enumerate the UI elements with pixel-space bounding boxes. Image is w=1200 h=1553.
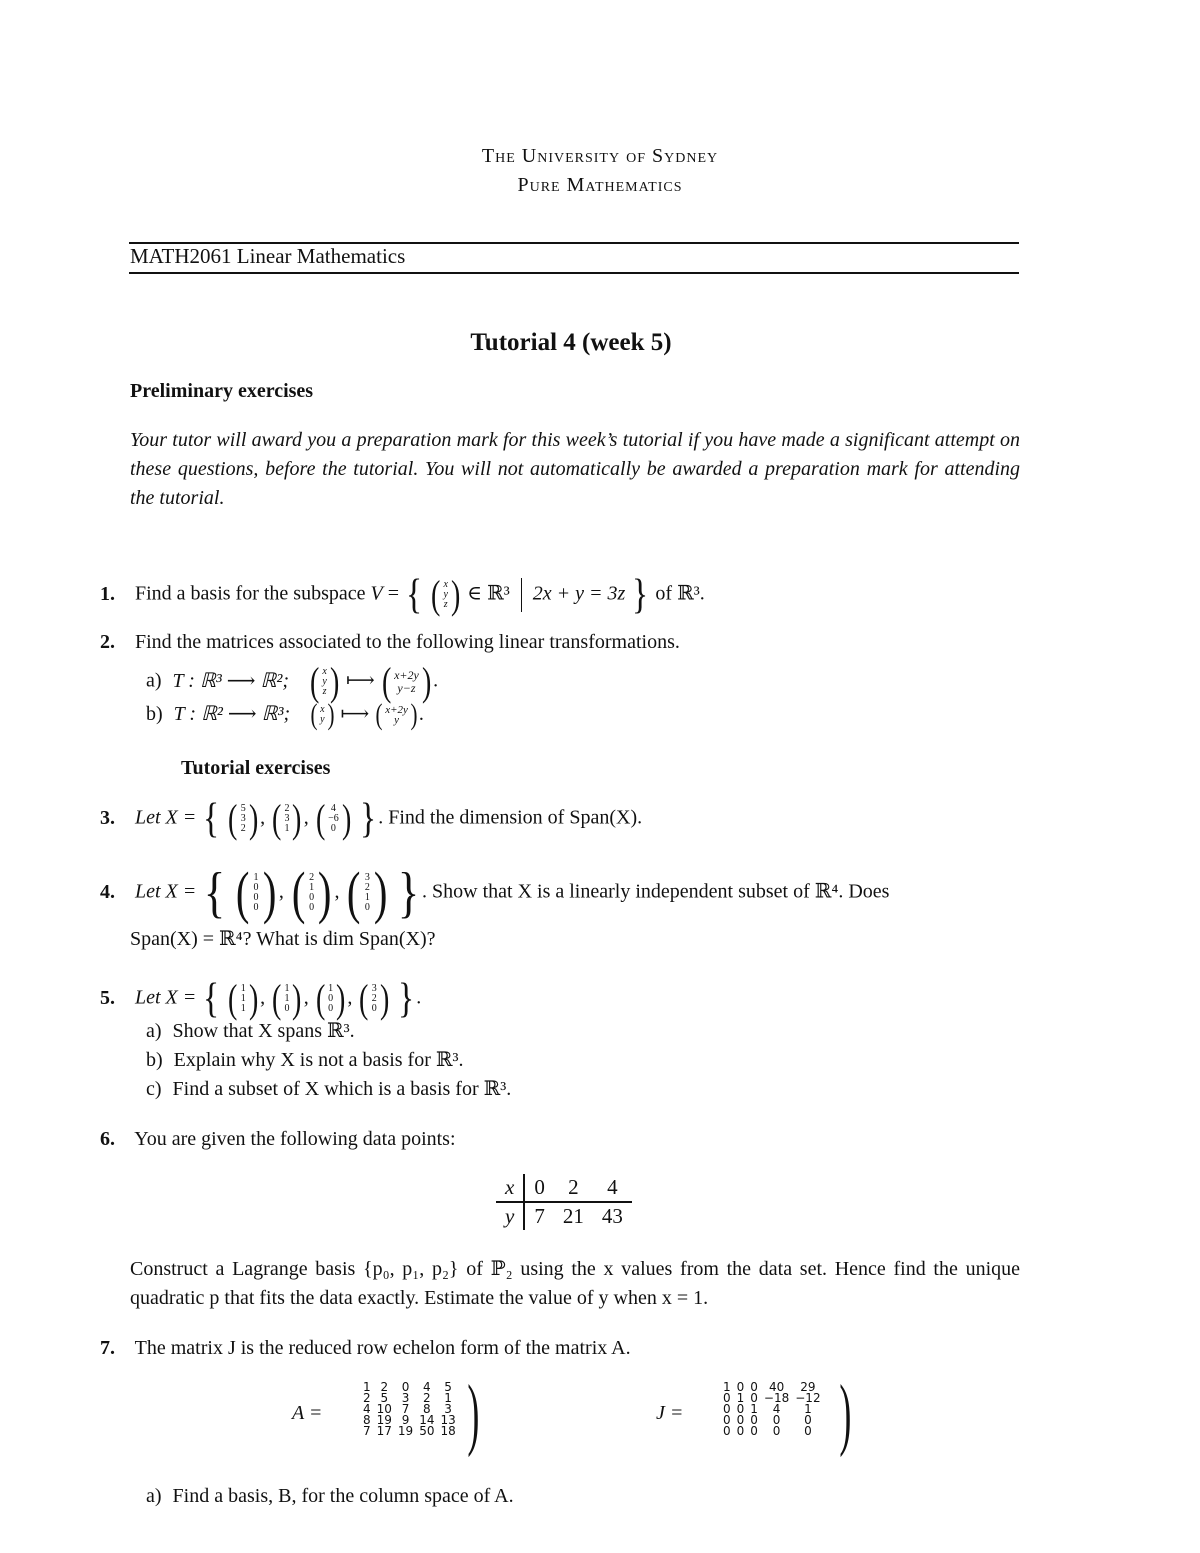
matrix-cell: 1 — [723, 1380, 731, 1394]
set-brace-close: } — [360, 796, 377, 842]
preliminary-heading: Preliminary exercises — [130, 380, 314, 402]
matrix-cell: 1 — [804, 1402, 812, 1416]
question-2 — [100, 628, 1030, 657]
set-brace-open: { — [406, 572, 423, 618]
vector-entry: 2 — [364, 882, 370, 893]
question-2a: a) T : ℝ³ ⟶ ℝ²; ( x y z ) ⟼ ( x+2y y−z ) . — [146, 659, 439, 704]
matrix-cell: −18 — [763, 1391, 790, 1405]
vector-entry: 0 — [364, 902, 370, 913]
vector-entry: 0 — [328, 1003, 334, 1014]
table-cell: 2 — [554, 1174, 593, 1202]
vector-entry: x+2y — [394, 668, 419, 682]
matrix-cell: 50 — [419, 1424, 435, 1438]
question-7a — [146, 1482, 1076, 1511]
question-text: . Show that X is a linearly independent subset of ℝ⁴. Does — [422, 880, 890, 903]
vector-entry: 0 — [253, 902, 259, 913]
column-vector: ( 3 2 0 ) — [359, 976, 390, 1021]
vector-entry: 0 — [330, 823, 336, 834]
question-number: 6. — [100, 1128, 115, 1150]
vector-entry: 1 — [284, 983, 290, 994]
column-vector: ( x y z ) — [431, 572, 461, 617]
column-vector: ( x+2y y−z ) — [381, 659, 432, 704]
maps-to-arrow: ⟼ — [340, 703, 370, 725]
column-vector: ( x y ) — [310, 698, 335, 732]
part-label: a) — [146, 1485, 162, 1507]
set-brace-close: } — [632, 572, 649, 618]
set-bar — [521, 578, 522, 612]
question-text: The matrix J is the reduced row echelon form of the matrix A. — [134, 1337, 631, 1359]
vector-entry: x+2y — [385, 704, 408, 717]
matrix-cell: 0 — [750, 1413, 758, 1427]
matrix-cell: 1 — [736, 1391, 745, 1405]
vector-entry: 3 — [371, 983, 377, 994]
preliminary-intro: Your tutor will award you a preparation mark for this week’s tutorial if you have made a significant attempt on these questions, before the tutorial. You will not automatically be awarded a preparation mark for attending the tutorial. — [130, 429, 1020, 509]
matrix-cell: 0 — [804, 1413, 812, 1427]
matrix-cell: 0 — [723, 1402, 731, 1416]
question-5: 5. Let X = { ( 1 1 1 ) , ( 1 1 0 ) , ( 1 0 0 ) , ( 3 2 0 ) } . — [100, 976, 422, 1022]
question-number: 3. — [100, 806, 115, 829]
matrix-cell: 4 — [772, 1402, 781, 1416]
vector-entry: 5 — [240, 803, 246, 814]
question-text: Let X = — [135, 806, 197, 829]
column-vector: ( x+2y y ) — [375, 698, 418, 732]
question-number: 7. — [100, 1337, 115, 1359]
part-text: Show that X spans ℝ³. — [172, 1020, 355, 1042]
matrix-cell: 4 — [363, 1402, 371, 1416]
matrix-cell: 0 — [723, 1413, 731, 1427]
matrix-cell: 7 — [363, 1424, 371, 1438]
question-7 — [100, 1334, 1030, 1363]
matrix-cell: 1 — [750, 1402, 758, 1416]
column-vector: ( 1 1 1 ) — [228, 976, 259, 1021]
part-text: Find a subset of X which is a basis for ℝ³. — [172, 1078, 512, 1100]
matrix-cell: 13 — [440, 1413, 456, 1427]
matrix-cell: 1 — [363, 1380, 371, 1394]
question-2b: b) T : ℝ² ⟶ ℝ³; ( x y ) ⟼ ( x+2y y ) . — [146, 698, 424, 732]
school-name: Pure Mathematics — [517, 174, 683, 196]
part-label: b) — [146, 1049, 163, 1071]
transformation-map: T : ℝ³ ⟶ ℝ²; — [172, 669, 289, 692]
question-5c — [146, 1075, 1076, 1104]
table-header-y: y — [496, 1202, 524, 1230]
column-vector: ( 2 1 0 0 ) — [291, 860, 332, 925]
matrix-cell: 8 — [363, 1413, 371, 1427]
math-symbol: ∈ ℝ³ — [467, 582, 510, 605]
vector-entry: 1 — [309, 882, 315, 893]
question-number: 2. — [100, 631, 115, 653]
page-title: Tutorial 4 (week 5) — [470, 329, 672, 356]
question-number: 4. — [100, 880, 115, 903]
table-cell: 7 — [534, 1204, 545, 1228]
matrix-cell: 40 — [768, 1380, 785, 1394]
question-text: . — [416, 986, 422, 1009]
tutorial-heading: Tutorial exercises — [181, 757, 331, 779]
matrix-cell: 7 — [401, 1402, 410, 1416]
vector-entry: x — [320, 704, 325, 716]
question-text: of ℝ³. — [655, 582, 705, 605]
maps-to-arrow: ⟼ — [346, 669, 375, 692]
matrix-a-label: A = — [292, 1402, 323, 1424]
vector-entry: 0 — [328, 993, 334, 1004]
vector-entry: 0 — [284, 1003, 290, 1014]
matrix-cell: 0 — [772, 1424, 781, 1438]
vector-entry: x — [443, 579, 448, 590]
matrix-cell: 3 — [401, 1391, 410, 1405]
bottom-rule — [129, 272, 1019, 274]
question-number: 5. — [100, 986, 115, 1009]
matrix-cell: 19 — [397, 1424, 414, 1438]
question-text: Find the matrices associated to the following linear transformations. — [135, 631, 680, 653]
data-table — [496, 1174, 632, 1230]
matrix-cell: 8 — [423, 1402, 431, 1416]
vector-entry: 1 — [364, 892, 370, 903]
question-4: 4. Let X = { ( 1 0 0 0 ) , ( 2 1 0 0 ) , ( 3 2 1 0 ) } . Show that X is a linearly independent subset of ℝ⁴. Does — [100, 860, 890, 925]
matrix-bracket: ) — [467, 1370, 480, 1458]
question-5a — [146, 1017, 1076, 1046]
vector-entry: 3 — [240, 813, 246, 824]
set-brace-close: } — [397, 862, 420, 924]
table-cell: 4 — [593, 1174, 632, 1202]
column-vector: ( 4 −6 0 ) — [315, 796, 352, 841]
vector-entry: y — [320, 714, 325, 726]
part-label: b) — [146, 703, 163, 725]
matrix-cell: 0 — [736, 1402, 745, 1416]
part-text: Find a basis, B, for the column space of A. — [172, 1485, 514, 1507]
question-text: Find a basis for the subspace — [135, 582, 366, 605]
matrix-row — [720, 1426, 824, 1437]
matrix-cell: 5 — [380, 1391, 389, 1405]
set-brace-open: { — [203, 976, 220, 1022]
transformation-map: T : ℝ² ⟶ ℝ³; — [173, 703, 291, 725]
question-4-line2: Span(X) = ℝ⁴? What is dim Span(X)? — [130, 928, 436, 950]
vector-entry: 0 — [253, 892, 259, 903]
question-text: . Find the dimension of Span(X). — [378, 806, 643, 829]
course-name: MATH2061 Linear Mathematics — [130, 244, 406, 268]
set-brace-close: } — [398, 976, 415, 1022]
set-brace-open: { — [203, 796, 220, 842]
vector-entry: 2 — [309, 872, 315, 883]
table-cell: 0 — [524, 1174, 554, 1202]
matrix-cell: 2 — [380, 1380, 389, 1394]
column-vector: ( 1 0 0 ) — [315, 976, 346, 1021]
matrix-cell: 2 — [363, 1391, 371, 1405]
column-vector: ( 5 3 2 ) — [228, 796, 259, 841]
matrix-cell: 1 — [444, 1391, 452, 1405]
vector-entry: y — [322, 676, 327, 687]
matrix-cell: 0 — [750, 1391, 758, 1405]
matrix-cell: 19 — [376, 1413, 392, 1427]
table-header-x: x — [496, 1174, 524, 1202]
column-vector: ( 1 1 0 ) — [272, 976, 302, 1021]
vector-entry: 0 — [309, 892, 315, 903]
vector-entry: 1 — [284, 993, 290, 1004]
matrix-j-label: J = — [656, 1402, 684, 1424]
question-1 — [100, 574, 1030, 616]
matrix-bracket: ) — [839, 1370, 852, 1458]
vector-entry: 1 — [240, 993, 246, 1004]
vector-entry: 3 — [364, 872, 370, 883]
matrix-cell: 0 — [772, 1413, 781, 1427]
vector-entry: 0 — [309, 902, 315, 913]
matrix-cell: 0 — [401, 1380, 410, 1394]
question-text: Let X = — [135, 880, 197, 903]
vector-entry: 0 — [253, 882, 259, 893]
question-number: 1. — [100, 582, 115, 605]
vector-entry: z — [322, 686, 327, 697]
matrix-cell: 3 — [444, 1402, 452, 1416]
math-symbol: = — [387, 582, 400, 605]
matrix-cell: −12 — [795, 1391, 821, 1405]
vector-entry: 1 — [284, 823, 290, 834]
column-vector: ( 3 2 1 0 ) — [347, 860, 388, 925]
matrix-cell: 0 — [750, 1424, 758, 1438]
matrix-row — [360, 1426, 459, 1437]
vector-entry: 2 — [240, 823, 246, 834]
matrix-cell: 14 — [419, 1413, 435, 1427]
table-cell: 43 — [601, 1204, 623, 1228]
matrix-cell: 17 — [376, 1424, 392, 1438]
column-vector: ( 1 0 0 0 ) — [236, 860, 276, 925]
vector-entry: 1 — [253, 872, 259, 883]
vector-entry: 2 — [371, 993, 377, 1004]
vector-entry: 3 — [284, 813, 290, 824]
matrix-cell: 2 — [423, 1391, 431, 1405]
vector-entry: 2 — [284, 803, 290, 814]
matrix-cell: 4 — [423, 1380, 431, 1394]
matrix-cell: 0 — [804, 1424, 812, 1438]
vector-entry: 0 — [371, 1003, 377, 1014]
question-6-instructions: Construct a Lagrange basis {p₀, p₁, p₂} of ℙ₂ using the x values from the data set. Hence find the unique quadratic p that fits the data exactly. Estimate the value of y when x = 1. — [130, 1258, 1020, 1309]
matrix-cell: 0 — [736, 1413, 745, 1427]
vector-entry: 4 — [330, 803, 336, 814]
matrix-cell: 10 — [376, 1402, 392, 1416]
vector-entry: y−z — [397, 681, 416, 695]
vector-entry: y — [443, 589, 448, 600]
part-label: a) — [146, 669, 162, 692]
matrix-cell: 0 — [750, 1380, 758, 1394]
question-3: 3. Let X = { ( 5 3 2 ) , ( 2 3 1 ) , ( 4 −6 0 ) } . Find the dimension of Span(X). — [100, 796, 643, 842]
vector-entry: 1 — [328, 983, 334, 994]
question-text: Let X = — [135, 986, 197, 1009]
column-vector: ( x y z ) — [309, 659, 340, 704]
set-brace-open: { — [203, 862, 226, 924]
vector-entry: y — [394, 714, 400, 727]
math-symbol: V — [370, 582, 383, 605]
part-label: c) — [146, 1078, 162, 1100]
vector-entry: 1 — [240, 983, 246, 994]
set-condition: 2x + y = 3z — [532, 582, 626, 605]
matrix-cell: 0 — [736, 1380, 745, 1394]
vector-entry: 1 — [240, 1003, 246, 1014]
matrix-cell: 0 — [723, 1391, 731, 1405]
matrix-cell: 0 — [736, 1424, 745, 1438]
matrix-cell: 18 — [440, 1424, 456, 1438]
matrix-cell: 5 — [444, 1380, 452, 1394]
vector-entry: z — [443, 599, 448, 610]
question-text: You are given the following data points: — [134, 1128, 456, 1150]
matrix-cell: 9 — [401, 1413, 410, 1427]
vector-entry: −6 — [328, 813, 339, 824]
university-name: The University of Sydney — [481, 145, 719, 167]
part-text: Explain why X is not a basis for ℝ³. — [173, 1049, 464, 1071]
matrix-cell: 0 — [723, 1424, 731, 1438]
matrix-j — [720, 1370, 852, 1458]
vector-entry: x — [322, 666, 327, 677]
matrix-a — [360, 1370, 480, 1458]
matrix-cell: 29 — [800, 1380, 816, 1394]
part-label: a) — [146, 1020, 162, 1042]
question-6 — [100, 1125, 1030, 1154]
column-vector: ( 2 3 1 ) — [272, 796, 302, 841]
table-cell: 21 — [562, 1204, 584, 1228]
question-5b — [146, 1046, 1076, 1075]
